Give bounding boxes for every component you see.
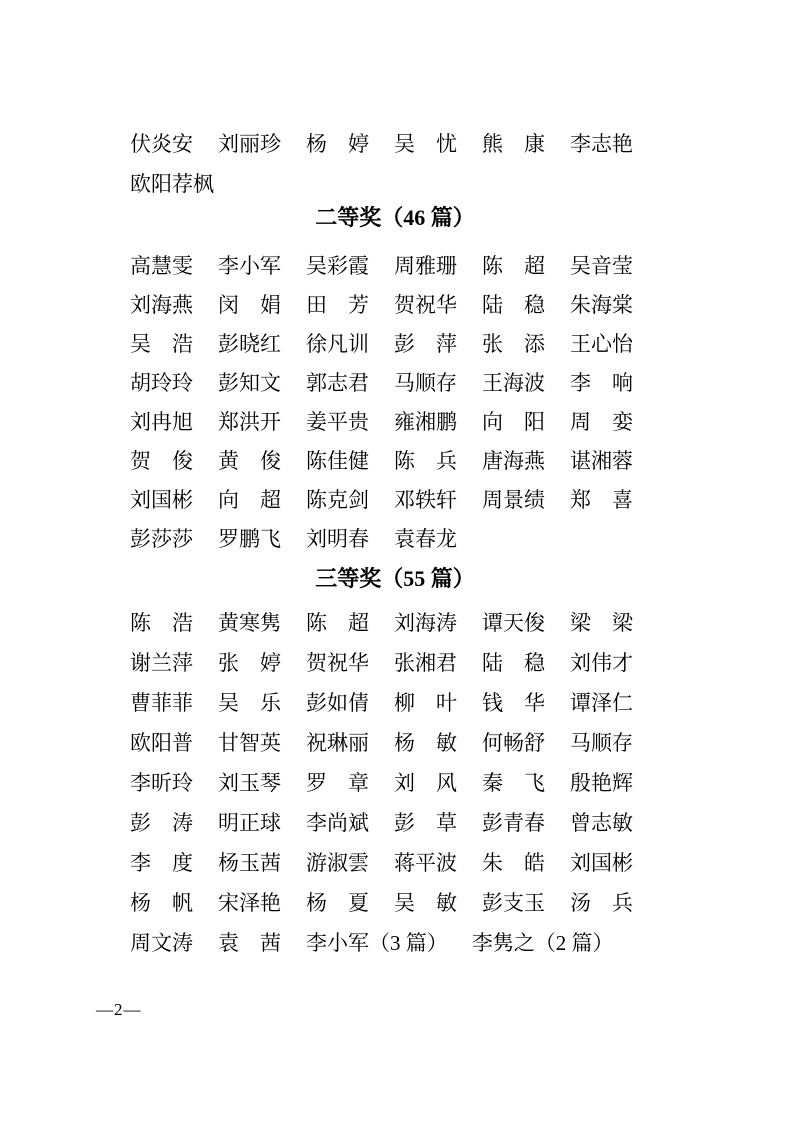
name-row: [130, 255, 670, 294]
winner-name: 向 阳: [482, 410, 545, 434]
winner-name: 陈佳健: [306, 449, 369, 473]
name-row: [130, 772, 670, 812]
winner-name: 彭支玉: [482, 891, 545, 915]
winner-name: 谌湘蓉: [570, 449, 633, 473]
winner-name: 高慧雯: [130, 254, 193, 278]
winner-name: 刘海涛: [394, 611, 457, 635]
winner-name: 甘智英: [218, 731, 281, 755]
winner-name: 周文涛: [130, 931, 193, 955]
winner-name: 何畅舒: [482, 731, 545, 755]
second-prize-heading: 二等奖（46 篇）: [315, 205, 475, 230]
winner-name: 游淑雲: [306, 851, 369, 875]
winner-name: 邓轶轩: [394, 488, 457, 512]
winner-name: 曹菲菲: [130, 691, 193, 715]
winner-name: 杨 敏: [394, 731, 457, 755]
winner-name: 彭如倩: [306, 691, 369, 715]
winner-name: 郭志君: [306, 371, 369, 395]
winner-name: 马顺存: [570, 731, 633, 755]
winner-name: 陈 超: [306, 611, 369, 635]
winner-name: 张 添: [482, 332, 545, 356]
name-row: [130, 333, 670, 372]
winner-name: 胡玲玲: [130, 371, 193, 395]
winner-name: 梁 梁: [570, 611, 633, 635]
winner-name: 吴彩霞: [306, 254, 369, 278]
winner-name: 姜平贵: [306, 410, 369, 434]
winner-name: 雍湘鹏: [394, 410, 457, 434]
winner-name: 明正球: [218, 811, 281, 835]
winner-name: 伏炎安: [130, 132, 193, 156]
winner-name: 陈 超: [482, 254, 545, 278]
winner-name: 李隽之（2 篇）: [471, 931, 614, 955]
winner-name: 黄 俊: [218, 449, 281, 473]
winner-name: 罗鹏飞: [218, 527, 281, 551]
winner-name: 朱 皓: [482, 851, 545, 875]
winner-name: 闵 娟: [218, 293, 281, 317]
winner-name: 贺祝华: [306, 651, 369, 675]
winner-name: 刘国彬: [570, 851, 633, 875]
name-row: [130, 892, 670, 932]
winner-name: 秦 飞: [482, 771, 545, 795]
name-row: [130, 612, 670, 652]
winner-name: 袁春龙: [394, 527, 457, 551]
winner-name: 汤 兵: [570, 891, 633, 915]
winner-name: 陈克剑: [306, 488, 369, 512]
winner-name: 殷艳辉: [570, 771, 633, 795]
winner-name: 彭晓红: [218, 332, 281, 356]
name-row: [130, 652, 670, 692]
name-row: [130, 692, 670, 732]
winner-name: 杨 夏: [306, 891, 369, 915]
winner-name: 彭知文: [218, 371, 281, 395]
winner-name: 宋泽艳: [218, 891, 281, 915]
winner-name: 刘海燕: [130, 293, 193, 317]
winner-name: 王海波: [482, 371, 545, 395]
winner-name: 陈 浩: [130, 611, 193, 635]
winner-name: 郑 喜: [570, 488, 633, 512]
winner-name: 李志艳: [570, 132, 633, 156]
winner-name: 欧阳荐枫: [130, 172, 214, 196]
winner-name: 周景绩: [482, 488, 545, 512]
winner-name: 吴 忧: [394, 132, 457, 156]
winner-name: 吴 乐: [218, 691, 281, 715]
winner-name: 张 婷: [218, 651, 281, 675]
winner-name: 陆 稳: [482, 651, 545, 675]
name-row: [130, 812, 670, 852]
winner-name: 周 娈: [570, 410, 633, 434]
winner-name: 徐凡训: [306, 332, 369, 356]
name-row: [130, 489, 670, 528]
name-row: [130, 932, 670, 972]
winner-name: 谭天俊: [482, 611, 545, 635]
name-row: [130, 450, 670, 489]
winner-name: 陈 兵: [394, 449, 457, 473]
winner-name: 贺祝华: [394, 293, 457, 317]
winner-name: 彭青春: [482, 811, 545, 835]
winner-name: 朱海棠: [570, 293, 633, 317]
winner-name: 刘玉琴: [218, 771, 281, 795]
winner-name: 祝琳丽: [306, 731, 369, 755]
name-row: [130, 294, 670, 333]
winner-name: 谢兰萍: [130, 651, 193, 675]
name-row: [130, 528, 670, 567]
name-row: [130, 852, 670, 892]
winner-name: 罗 章: [306, 771, 369, 795]
winner-name: 李小军（3 篇）: [306, 931, 448, 955]
third-prize-heading: 三等奖（55 篇）: [315, 566, 475, 591]
winner-name: 刘伟才: [570, 651, 633, 675]
winner-name: 李昕玲: [130, 771, 193, 795]
winner-name: 陆 稳: [482, 293, 545, 317]
winner-name: 柳 叶: [394, 691, 457, 715]
winner-name: 杨 婷: [306, 132, 369, 156]
first-prize-names-continuation: [130, 133, 670, 213]
winner-name: 刘国彬: [130, 488, 193, 512]
winner-name: 熊 康: [482, 132, 545, 156]
winner-name: 向 超: [218, 488, 281, 512]
winner-name: 刘明春: [306, 527, 369, 551]
winner-name: 李小军: [218, 254, 281, 278]
winner-name: 周雅珊: [394, 254, 457, 278]
winner-name: 吴 浩: [130, 332, 193, 356]
winner-name: 刘冉旭: [130, 410, 193, 434]
winner-name: 钱 华: [482, 691, 545, 715]
winner-name: 李 度: [130, 851, 193, 875]
winner-name: 杨玉茜: [218, 851, 281, 875]
winner-name: 刘丽珍: [218, 132, 281, 156]
winner-name: 贺 俊: [130, 449, 193, 473]
winner-name: 吴音莹: [570, 254, 633, 278]
name-row: [130, 133, 670, 173]
winner-name: 彭莎莎: [130, 527, 193, 551]
winner-name: 王心怡: [570, 332, 633, 356]
winner-name: 彭 萍: [394, 332, 457, 356]
winner-name: 张湘君: [394, 651, 457, 675]
winner-name: 李 响: [570, 371, 633, 395]
page-number: —2—: [96, 1000, 142, 1019]
winner-name: 田 芳: [306, 293, 369, 317]
winner-name: 郑洪开: [218, 410, 281, 434]
winner-name: 杨 帆: [130, 891, 193, 915]
winner-name: 马顺存: [394, 371, 457, 395]
name-row: [130, 732, 670, 772]
winner-name: 彭 涛: [130, 811, 193, 835]
winner-name: 彭 草: [394, 811, 457, 835]
name-row: [130, 411, 670, 450]
second-prize-names: [130, 255, 670, 567]
winner-name: 刘 风: [394, 771, 457, 795]
winner-name: 袁 茜: [218, 931, 281, 955]
winner-name: 谭泽仁: [570, 691, 633, 715]
winner-name: 吴 敏: [394, 891, 457, 915]
third-prize-names: [130, 612, 670, 972]
winner-name: 李尚斌: [306, 811, 369, 835]
winner-name: 唐海燕: [482, 449, 545, 473]
winner-name: 欧阳普: [130, 731, 193, 755]
winner-name: 曾志敏: [570, 811, 633, 835]
name-row: [130, 372, 670, 411]
winner-name: 蒋平波: [394, 851, 457, 875]
winner-name: 黄寒隽: [218, 611, 281, 635]
